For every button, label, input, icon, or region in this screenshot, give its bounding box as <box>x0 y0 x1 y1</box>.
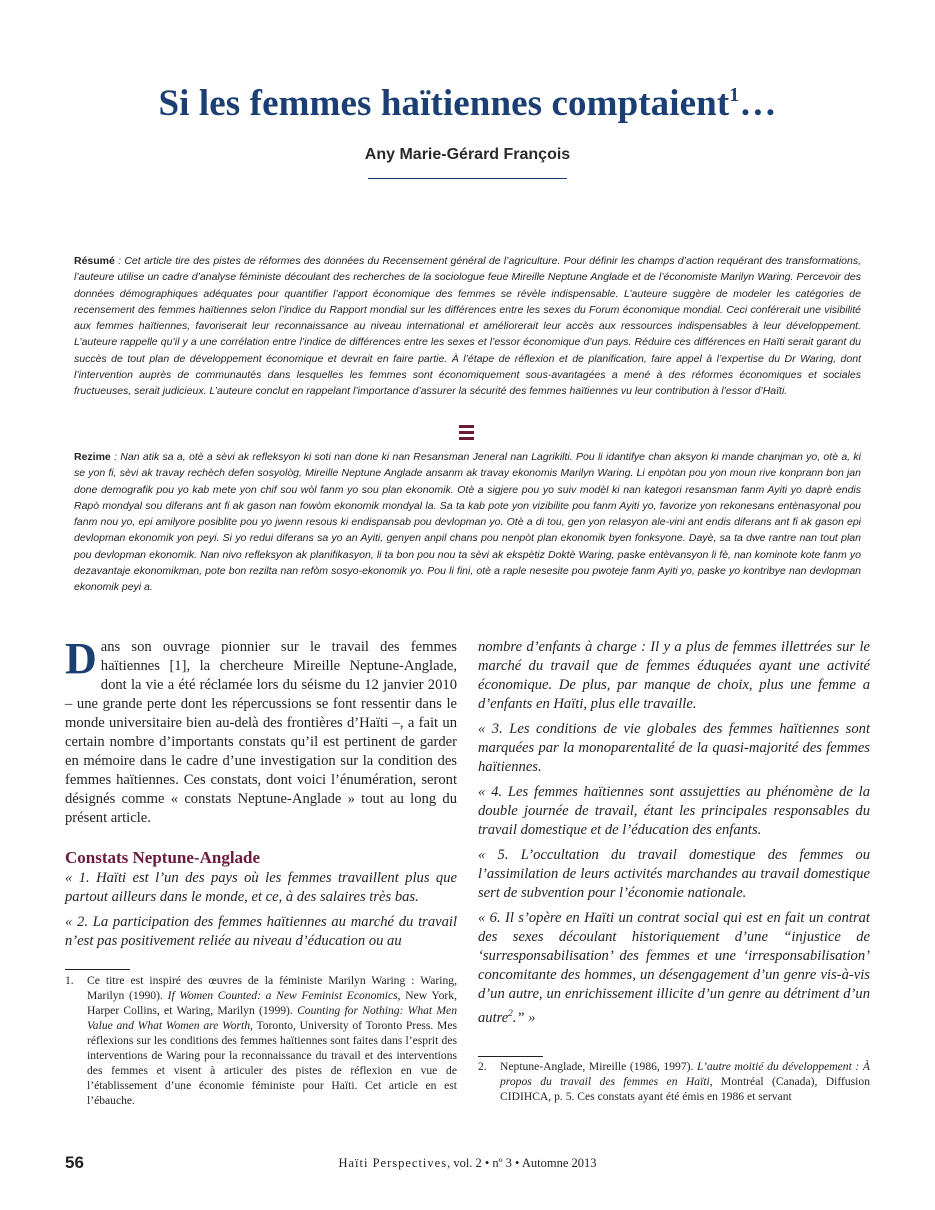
footnote-number: 1. <box>65 974 74 987</box>
quote-item-4: « 4. Les femmes haïtiennes sont assujetties au phénomène de la double journée de travail, étant les principales responsables du travail domestique et de l’éducation des enfants. <box>478 784 870 838</box>
journal-issue: , vol. 2 • nº 3 • Automne 2013 <box>447 1156 597 1170</box>
footnote-1 <box>65 973 457 1108</box>
title-footnote-marker[interactable]: 1 <box>729 84 740 106</box>
section-heading: Constats Neptune-Anglade <box>65 848 261 867</box>
footnote-marker-2[interactable]: 2 <box>508 1008 513 1018</box>
quote-item-2-end: nombre d’enfants à charge : Il y a plus de femmes illettrées sur le marché du travail que de femmes éduquées ayant une activité économique. De plus, par manque de choix, plus une femme a d’enfants en Haïti, plus elle travaille. <box>478 639 870 712</box>
footnote-2 <box>478 1059 870 1104</box>
footnote-number: 2. <box>478 1060 487 1073</box>
abstract-text: : Nan atik sa a, otè a sèvi ak refleksyon ki soti nan done ki nan Resansman Jeneral nan Lagrikilti. Pou li idantifye chan aksyon ki mande chanjman yo, otè a, ki se yon fi, sèvi ak travay rechèch defen sosyològ, Mireille Neptune Anglade ansanm ak travay ekonomis Marilyn Waring. Li enpòtan pou yon moun rive konprann bon jan done demografik pou yo kab mete yon chif sou wòl fanm yo sou plan ekonomik. Otè a sigjere pou yo suiv modèl ki nan kategori resansman fanm Ayiti yo daprè endis Rapò mondyal sou diferans ant fi ak gason nan fowòm ekonomik mondyal la. Sa ta kab pote yon vizibilite pou fanm Ayiti yo, favorize yon rekonesans entènasyonal pou fanm nou yo, epi amilyore posiblite pou yo jwenn resous ki endispansab pou devlopman yo. Otè a di tou, gen yon relasyon ale-vini ant endis diferans ant fi ak gason epi devlopman ekonomik yon peyi. Si yo redui diferans sa yo an Ayiti, genyen anpil chans pou nenpòt plan ekonomik byen fonksyone. Dayè, sa ta dwe rantre nan tout plan pou devlopman ekonomik. Nan nivo refleksyon ak planifikasyon, li ta bon pou nou ta sèvi ak ekspètiz Doktè Waring, paske entèvansyon li fè, nan kominote kote fanm yo dezavantaje ekonomikman, pote bon rezilta nan refòm sosyo-ekonomik yo. Pou li fini, otè a raple nesesite pou pwoteje fanm Ayiti yo, paske yo kontribye nan devlopman ekonomik peyi a. <box>74 451 861 594</box>
abstract-label: Rezime <box>74 451 111 463</box>
page-number: 56 <box>65 1153 84 1172</box>
journal-citation <box>0 1156 935 1171</box>
quote-item-6: « 6. Il s’opère en Haïti un contrat social qui est en fait un contrat des sexes découlant historiquement d’une “injustice de ‘surresponsabilisation’ des femmes et une ‘irresponsabilisation’ concomitante des hommes, un désengagement d’un genre vis-à-vis d’un autre, un enrichissement illicite d’un genre au détriment d’un autre$^2$.” » <box>478 910 870 1026</box>
journal-name: Haïti Perspectives <box>338 1156 448 1170</box>
quote-item-5: « 5. L’occultation du travail domestique des femmes ou l’assimilation de leurs activités marchandes au travail domestique sert de subvention pour l’économie nationale. <box>478 847 870 901</box>
abstract-french <box>74 253 861 400</box>
abstract-text: : Cet article tire des pistes de réformes des données du Recensement général de l’agriculture. Pour définir les champs d’action requérant des transformations, l’auteure utilise un cadre d’analyse féministe découlant des recherches de la sociologue feue Mireille Neptune Anglade et de l’économiste Marilyn Waring. Percevoir des données démographiques adéquates pour quantifier l’apport économique des femmes se révèle indispensable. L’auteure suggère de modeler les catégories de recensement des femmes haïtiennes selon l’indice du Rapport mondial sur les différences entre les sexes du Forum économique mondial. Ceci conférerait une visibilité aux femmes haïtiennes, favoriserait leur reconnaissance au niveau international et améliorerait leur accès aux ressources indispensables à leur développement. L’auteure rappelle qu’il y a une corrélation entre l’indice de différences entre les sexes et l’essor économique d’un pays. Réduire ces différences en Haïti serait garant du succès de tout plan de développement économique et devrait en faire partie. À l’étape de réflexion et de planification, faire appel à l’expertise du Dr Waring, dont l’intervention auprès de communautés dans lesquelles les femmes sont économiquement sous-avantagées a mené à des réformes économiques et sociales fructueuses, serait judicieux. L’auteure conclut en rappelant l’importance d’assurer la sécurité des femmes haïtiennes vu leur contribution à l’essor d’Haïti. <box>74 255 861 398</box>
right-column <box>478 638 870 1034</box>
dropcap-letter: D <box>65 634 97 683</box>
footnote-text: Neptune-Anglade, Mireille (1986, 1997). L’autre moitié du développement : À propos du travail des femmes en Haïti, Montréal (Canada), Diffusion CIDIHCA, p. 5. Ces constats ayant été émis en 1986 et servant <box>500 1060 870 1103</box>
quote-item-3: « 3. Les conditions de vie globales des femmes haïtiennes sont marquées par la monoparentalité de la quasi-majorité des femmes haïtiennes. <box>478 721 870 775</box>
section-separator-icon <box>459 425 474 440</box>
footnote-divider <box>65 969 130 970</box>
abstract-label: Résumé <box>74 255 115 267</box>
footnote-text: Ce titre est inspiré des œuvres de la féministe Marilyn Waring : Waring, Marilyn (1990). If Women Counted: a New Feminist Economics, New York, Harper Collins, et Waring, Marilyn (1999). Counting for Nothing: What Men Value and What Women are Worth, Toronto, University of Toronto Press. Mes réflexions sur les conditions des femmes haïtiennes sont faites dans l’esprit des interventions de Waring pour la reconnaissance du travail et des interventions des femmes et visent à articuler des pistes de réflexion en vue de l’établissement d’une économie féministe pour Haïti. Cet article en est l’ébauche. <box>87 974 457 1107</box>
abstract-creole <box>74 449 861 596</box>
author-divider <box>368 178 567 179</box>
footnote-divider <box>478 1056 543 1057</box>
author-name: Any Marie-Gérard François <box>364 146 571 163</box>
intro-paragraph: Dans son ouvrage pionnier sur le travail des femmes haïtiennes [1], la chercheure Mireille Neptune-Anglade, dont la vie a été réclamée lors du séisme du 12 janvier 2010 – une grande perte dont les répercussions se font ressentir dans le monde universitaire bien au-delà des frontières d’Haïti –, a fait un certain nombre d’importants constats qu’il est pertinent de garder en mémoire dans le cadre d’une investigation sur la condition des femmes haïtiennes. Ces constats, dont voici l’énumération, seront désignés comme « constats Neptune-Anglade » tout au long du présent article. <box>65 634 457 826</box>
quote-item-1: « 1. Haïti est l’un des pays où les femmes travaillent plus que partout ailleurs dans le monde, et ce, à des salaires très bas. <box>65 870 457 905</box>
quote-item-2-start: « 2. La participation des femmes haïtiennes au marché du travail n’est pas positivement reliée au niveau d’éducation ou au <box>65 914 457 949</box>
left-column <box>65 634 457 951</box>
article-title: Si les femmes haïtiennes comptaient$^1$… <box>158 83 777 124</box>
